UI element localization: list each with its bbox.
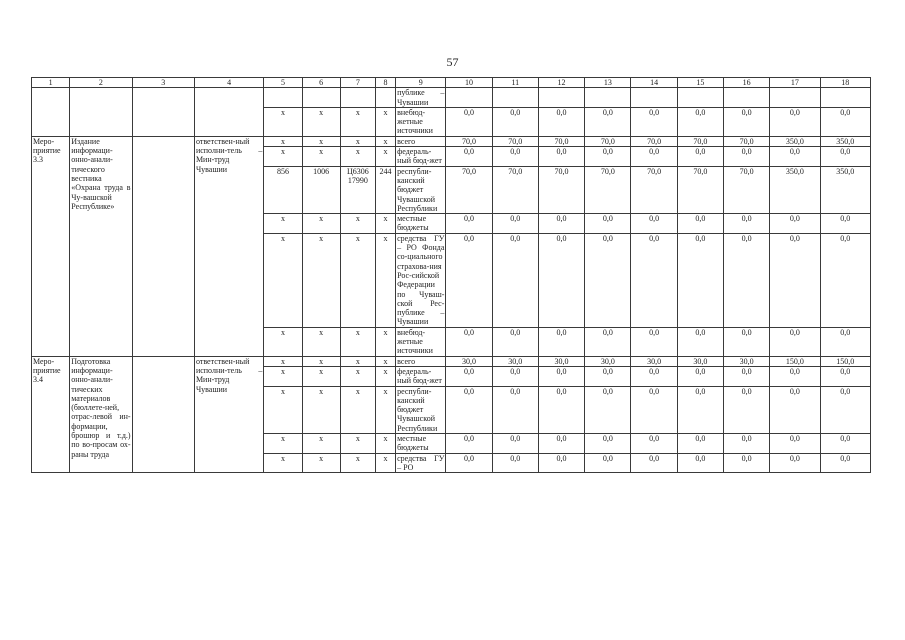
value-cell: 0,0	[770, 107, 820, 136]
value-cell: 0,0	[770, 327, 820, 356]
code-cell: x	[340, 214, 375, 234]
value-cell: 0,0	[770, 147, 820, 167]
value-cell: 0,0	[723, 214, 769, 234]
value-cell: 0,0	[631, 107, 677, 136]
funding-source: средства ГУ – РО	[397, 453, 445, 472]
value-cell: 30,0	[446, 356, 492, 366]
funding-source: федераль-ный бюд-жет	[396, 366, 446, 386]
value-cell: 0,0	[446, 214, 492, 234]
value-cell: 0,0	[446, 366, 492, 386]
value-cell: 0,0	[446, 433, 492, 453]
value-cell: 0,0	[585, 433, 631, 453]
value-cell: 0,0	[585, 233, 631, 327]
table-row	[32, 356, 871, 366]
value-cell: 0,0	[492, 453, 538, 473]
funding-source: всего	[396, 356, 446, 366]
value-cell: 0,0	[723, 453, 769, 473]
code-cell	[264, 88, 302, 108]
funding-source: всего	[396, 136, 446, 146]
value-cell: 0,0	[538, 386, 584, 433]
column-number: 8	[375, 78, 395, 88]
code-cell: x	[302, 453, 340, 473]
code-cell: x	[340, 233, 375, 327]
value-cell: 0,0	[585, 453, 631, 473]
code-cell: Ц6306 17990	[340, 166, 375, 213]
value-cell: 0,0	[677, 366, 723, 386]
table-row	[32, 88, 871, 108]
code-cell: x	[302, 366, 340, 386]
code-cell: 856	[264, 166, 302, 213]
column-number: 12	[538, 78, 584, 88]
value-cell: 0,0	[492, 327, 538, 356]
value-cell: 0,0	[631, 147, 677, 167]
value-cell	[723, 88, 769, 108]
column-number: 14	[631, 78, 677, 88]
funding-source: республи-канский бюджет Чувашской Республики	[396, 386, 446, 433]
value-cell: 0,0	[677, 386, 723, 433]
column-number: 11	[492, 78, 538, 88]
budget-table	[31, 77, 871, 473]
code-cell: x	[302, 233, 340, 327]
code-cell: x	[264, 366, 302, 386]
value-cell: 0,0	[492, 386, 538, 433]
value-cell: 0,0	[631, 386, 677, 433]
code-cell: x	[302, 356, 340, 366]
value-cell: 0,0	[723, 366, 769, 386]
value-cell: 0,0	[820, 453, 870, 473]
value-cell: 0,0	[770, 433, 820, 453]
value-cell: 30,0	[677, 356, 723, 366]
code-cell: x	[340, 386, 375, 433]
value-cell: 0,0	[677, 453, 723, 473]
code-cell: x	[340, 327, 375, 356]
code-cell: x	[264, 386, 302, 433]
code-cell: x	[264, 107, 302, 136]
value-cell	[820, 88, 870, 108]
value-cell	[446, 88, 492, 108]
funding-source: местные бюджеты	[396, 214, 446, 234]
value-cell: 0,0	[585, 107, 631, 136]
value-cell: 0,0	[538, 147, 584, 167]
value-cell: 0,0	[631, 453, 677, 473]
code-cell: 1006	[302, 166, 340, 213]
code-cell: x	[375, 386, 395, 433]
value-cell: 0,0	[585, 147, 631, 167]
code-cell: x	[302, 136, 340, 146]
column-number: 3	[132, 78, 194, 88]
code-cell: x	[302, 386, 340, 433]
value-cell: 0,0	[820, 147, 870, 167]
value-cell: 70,0	[723, 166, 769, 213]
value-cell: 0,0	[585, 386, 631, 433]
code-cell: x	[375, 136, 395, 146]
funding-source: республи-канский бюджет Чувашской Республики	[396, 166, 446, 213]
column-number: 16	[723, 78, 769, 88]
code-cell: x	[264, 214, 302, 234]
code-cell: x	[375, 327, 395, 356]
value-cell: 0,0	[677, 433, 723, 453]
value-cell: 30,0	[538, 356, 584, 366]
code-cell: x	[340, 433, 375, 453]
value-cell: 70,0	[677, 166, 723, 213]
value-cell: 70,0	[723, 136, 769, 146]
value-cell: 0,0	[820, 433, 870, 453]
value-cell: 0,0	[446, 107, 492, 136]
value-cell: 0,0	[677, 147, 723, 167]
code-cell: x	[264, 327, 302, 356]
value-cell: 0,0	[538, 453, 584, 473]
code-cell: x	[340, 453, 375, 473]
value-cell: 0,0	[446, 233, 492, 327]
value-cell	[585, 88, 631, 108]
value-cell: 0,0	[723, 386, 769, 433]
measure-title: Подготовка информаци-онно-анали-тических материалов (бюллете-ней, отрас-левой ин-формации, брошюр и т.д.) по во-просам ох-раны труда	[70, 356, 132, 473]
value-cell: 0,0	[820, 107, 870, 136]
value-cell: 70,0	[538, 166, 584, 213]
code-cell: x	[264, 433, 302, 453]
value-cell: 0,0	[446, 147, 492, 167]
value-cell: 0,0	[492, 214, 538, 234]
value-cell: 350,0	[820, 166, 870, 213]
value-cell	[538, 88, 584, 108]
value-cell: 0,0	[677, 327, 723, 356]
value-cell: 70,0	[677, 136, 723, 146]
value-cell: 0,0	[723, 433, 769, 453]
table-row	[32, 136, 871, 146]
value-cell: 150,0	[770, 356, 820, 366]
code-cell: x	[375, 356, 395, 366]
code-cell: x	[264, 147, 302, 167]
measure-number: Меро-приятие 3.4	[32, 356, 70, 473]
value-cell: 0,0	[631, 233, 677, 327]
code-cell: x	[375, 366, 395, 386]
value-cell: 70,0	[446, 166, 492, 213]
value-cell: 70,0	[538, 136, 584, 146]
code-cell: x	[302, 327, 340, 356]
value-cell: 0,0	[585, 214, 631, 234]
column-number: 6	[302, 78, 340, 88]
column-number-row	[32, 78, 871, 88]
column-number: 5	[264, 78, 302, 88]
value-cell: 0,0	[631, 366, 677, 386]
funding-source: внебюд-жетные источники	[396, 327, 446, 356]
code-cell: x	[264, 233, 302, 327]
code-cell: x	[264, 356, 302, 366]
value-cell: 0,0	[723, 107, 769, 136]
value-cell: 0,0	[631, 433, 677, 453]
funding-source: публике – Чувашии	[397, 88, 445, 107]
code-cell: x	[340, 356, 375, 366]
column-number: 4	[194, 78, 263, 88]
value-cell: 0,0	[770, 453, 820, 473]
value-cell	[677, 88, 723, 108]
value-cell: 0,0	[538, 214, 584, 234]
value-cell: 0,0	[538, 433, 584, 453]
code-cell: 244	[375, 166, 395, 213]
column-number: 17	[770, 78, 820, 88]
value-cell: 0,0	[538, 107, 584, 136]
code-cell: x	[375, 233, 395, 327]
value-cell: 0,0	[446, 453, 492, 473]
column-number: 9	[396, 78, 446, 88]
code-cell: x	[264, 136, 302, 146]
code-cell: x	[340, 366, 375, 386]
funding-source: местные бюджеты	[396, 433, 446, 453]
value-cell: 30,0	[492, 356, 538, 366]
value-cell: 0,0	[770, 233, 820, 327]
empty-cell	[70, 88, 132, 136]
column-number: 15	[677, 78, 723, 88]
value-cell: 0,0	[585, 366, 631, 386]
value-cell: 0,0	[492, 147, 538, 167]
value-cell: 30,0	[631, 356, 677, 366]
measure-executor: ответствен-ный исполни-тель – Мин-труд Чувашии	[194, 136, 263, 356]
code-cell: x	[340, 136, 375, 146]
measure-title: Издание информаци-онно-анали-тического вестника «Охрана труда в Чу-вашской Республике»	[70, 136, 132, 356]
value-cell	[492, 88, 538, 108]
code-cell: x	[264, 453, 302, 473]
code-cell: x	[375, 107, 395, 136]
value-cell: 0,0	[492, 233, 538, 327]
value-cell: 70,0	[631, 166, 677, 213]
value-cell: 0,0	[677, 107, 723, 136]
column-number: 2	[70, 78, 132, 88]
value-cell: 150,0	[820, 356, 870, 366]
empty-cell	[194, 88, 263, 136]
value-cell: 0,0	[538, 366, 584, 386]
column-number: 18	[820, 78, 870, 88]
value-cell: 350,0	[770, 166, 820, 213]
code-cell: x	[302, 147, 340, 167]
value-cell: 30,0	[723, 356, 769, 366]
value-cell: 0,0	[585, 327, 631, 356]
code-cell	[375, 88, 395, 108]
value-cell: 0,0	[492, 366, 538, 386]
value-cell: 0,0	[723, 233, 769, 327]
empty-cell	[132, 356, 194, 473]
value-cell: 350,0	[770, 136, 820, 146]
value-cell: 0,0	[820, 386, 870, 433]
code-cell: x	[375, 433, 395, 453]
value-cell: 70,0	[446, 136, 492, 146]
value-cell: 0,0	[492, 107, 538, 136]
empty-cell	[32, 88, 70, 136]
code-cell	[302, 88, 340, 108]
value-cell	[631, 88, 677, 108]
code-cell: x	[302, 433, 340, 453]
value-cell: 0,0	[677, 214, 723, 234]
value-cell: 30,0	[585, 356, 631, 366]
measure-executor: ответствен-ный исполни-тель – Мин-труд Чувашии	[194, 356, 263, 473]
funding-source: средства ГУ – РО Фонда со-циального страхова-ния Рос-сийской Федерации по Чуваш-ской Рес-публике – Чувашии	[397, 233, 445, 327]
value-cell: 0,0	[446, 327, 492, 356]
value-cell	[770, 88, 820, 108]
value-cell: 0,0	[631, 214, 677, 234]
value-cell: 70,0	[585, 136, 631, 146]
code-cell: x	[302, 214, 340, 234]
value-cell: 0,0	[770, 386, 820, 433]
value-cell: 70,0	[492, 136, 538, 146]
code-cell: x	[340, 147, 375, 167]
code-cell: x	[375, 147, 395, 167]
value-cell: 350,0	[820, 136, 870, 146]
funding-source: федераль-ный бюд-жет	[396, 147, 446, 167]
value-cell: 0,0	[631, 327, 677, 356]
code-cell: x	[340, 107, 375, 136]
code-cell: x	[302, 107, 340, 136]
empty-cell	[132, 88, 194, 136]
code-cell: x	[375, 453, 395, 473]
value-cell: 0,0	[770, 214, 820, 234]
value-cell: 0,0	[538, 327, 584, 356]
column-number: 1	[32, 78, 70, 88]
code-cell: x	[375, 214, 395, 234]
funding-source: внебюд-жетные источники	[396, 107, 446, 136]
value-cell: 0,0	[820, 327, 870, 356]
value-cell: 0,0	[820, 366, 870, 386]
value-cell: 0,0	[677, 233, 723, 327]
value-cell: 0,0	[723, 147, 769, 167]
column-number: 13	[585, 78, 631, 88]
column-number: 10	[446, 78, 492, 88]
value-cell: 70,0	[492, 166, 538, 213]
code-cell	[340, 88, 375, 108]
value-cell: 0,0	[723, 327, 769, 356]
value-cell: 0,0	[820, 233, 870, 327]
page-number: 57	[446, 55, 459, 69]
value-cell: 0,0	[770, 366, 820, 386]
value-cell: 0,0	[492, 433, 538, 453]
measure-number: Меро-приятие 3.3	[32, 136, 70, 356]
value-cell: 0,0	[446, 386, 492, 433]
value-cell: 70,0	[631, 136, 677, 146]
column-number: 7	[340, 78, 375, 88]
value-cell: 0,0	[538, 233, 584, 327]
value-cell: 0,0	[820, 214, 870, 234]
value-cell: 70,0	[585, 166, 631, 213]
empty-cell	[132, 136, 194, 356]
